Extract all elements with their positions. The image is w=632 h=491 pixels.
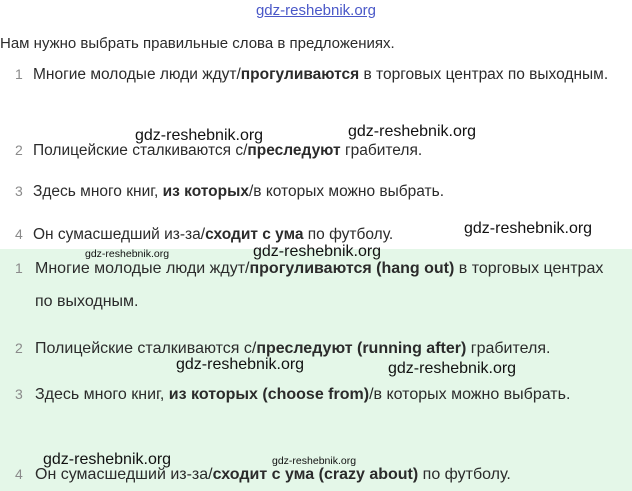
watermark: gdz-reshebnik.org [85,248,170,260]
question-number: 3 [15,183,23,199]
watermark: gdz-reshebnik.org [388,360,517,377]
answer-item [0,252,632,318]
watermark: gdz-reshebnik.org [253,243,382,260]
watermark: gdz-reshebnik.org [272,455,357,467]
answer-number: 3 [15,386,23,402]
watermark: gdz-reshebnik.org [464,220,593,237]
task-intro: Нам нужно выбрать правильные слова в предложениях. [0,35,395,52]
question-text: Он сумасшедший из-за/сходит с ума по футболу. [33,226,394,243]
question-item [0,58,632,91]
answer-item [0,378,632,411]
answer-number: 2 [15,340,23,356]
watermark: gdz-reshebnik.org [176,356,305,373]
answer-number: 1 [15,260,23,276]
answer-item [0,332,632,365]
question-item [0,175,632,208]
question-text: Многие молодые люди ждут/прогуливаются в торговых центрах по выходным. [33,66,609,83]
watermark: gdz-reshebnik.org [348,123,477,140]
question-number: 2 [15,142,23,158]
answer-text: Здесь много книг, из которых (choose from)/в которых можно выбрать. [35,386,571,403]
question-number: 1 [15,66,23,82]
answer-text: Полицейские сталкиваются с/преследуют (running after) грабителя. [35,340,551,357]
watermark: gdz-reshebnik.org [135,127,264,144]
watermark: gdz-reshebnik.org [43,451,172,468]
question-number: 4 [15,226,23,242]
question-text: Здесь много книг, из которых/в которых можно выбрать. [33,183,445,200]
question-text: Полицейские сталкиваются с/преследуют грабителя. [33,142,423,159]
question-item [0,134,632,167]
answer-text: Он сумасшедший из-за/сходит с ума (crazy about) по футболу. [35,466,511,483]
answer-number: 4 [15,466,23,482]
site-banner-link[interactable]: gdz-reshebnik.org [255,2,377,19]
answer-text: Многие молодые люди ждут/прогуливаются (hang out) в торговых центрах по выходным. [35,260,604,310]
